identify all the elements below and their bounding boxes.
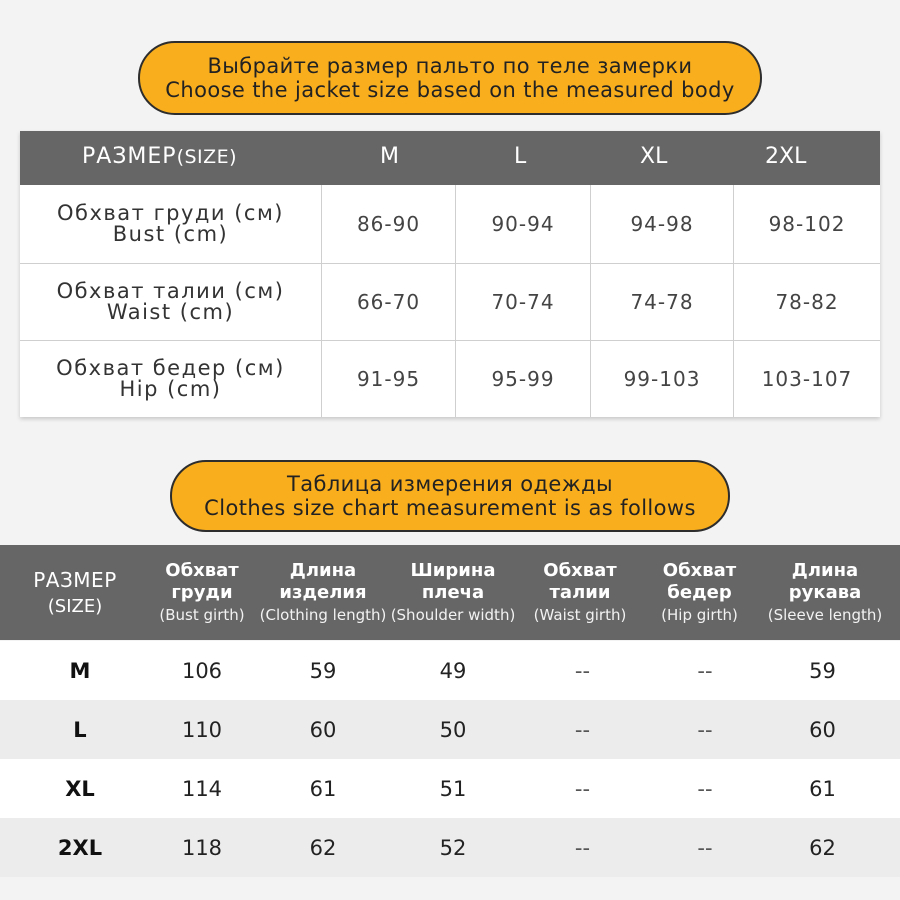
row-label — [20, 341, 321, 417]
table-cell: 78-82 — [733, 264, 880, 340]
row-label-en: Waist (cm) — [106, 300, 235, 324]
table-cell: 61 — [809, 776, 836, 801]
column-header-ru: талии — [549, 581, 611, 603]
table-cell: -- — [574, 658, 591, 683]
column-header-ru: Обхват — [662, 559, 737, 581]
table-cell: 90-94 — [455, 185, 590, 263]
table-cell: 51 — [439, 776, 467, 801]
row-label-ru: Обхват груди (см) — [57, 201, 284, 225]
table-cell: 61 — [309, 776, 337, 801]
column-header-en: (Bust girth) — [159, 605, 245, 624]
size-column-header — [10, 545, 140, 640]
size-header-en: (SIZE) — [47, 595, 103, 617]
column-header-en: (Shoulder width) — [390, 605, 516, 624]
table-row — [0, 700, 900, 759]
table-cell: 118 — [181, 835, 223, 860]
row-label-en: Hip (cm) — [119, 377, 222, 401]
table-cell: 114 — [181, 776, 223, 801]
size-header-ru: РАЗМЕР — [33, 567, 117, 592]
column-header-ru: Обхват — [543, 559, 617, 581]
row-label-en: Bust (cm) — [112, 222, 229, 246]
garment-size-table-header — [0, 545, 900, 640]
banner-clothes-size — [170, 460, 730, 532]
column-header-sleeve — [760, 545, 890, 640]
table-cell: 62 — [309, 835, 337, 860]
table-cell: 52 — [439, 835, 467, 860]
table-cell: -- — [697, 835, 713, 860]
table-row — [0, 641, 900, 700]
banner-title-en: Clothes size chart measurement is as follows — [204, 496, 696, 520]
column-header-hip — [642, 545, 757, 640]
table-row — [0, 759, 900, 818]
banner-title-ru: Выбрайте размер пальто по теле замерки — [207, 54, 693, 78]
size-header-m: M — [380, 144, 399, 169]
column-header-ru: плеча — [421, 581, 485, 603]
table-cell: 74-78 — [590, 264, 733, 340]
table-cell: 91-95 — [321, 341, 455, 417]
table-cell: 103-107 — [733, 341, 880, 417]
table-cell: -- — [697, 717, 713, 742]
table-cell: -- — [574, 835, 591, 860]
table-cell: 49 — [439, 658, 467, 683]
table-cell: 86-90 — [321, 185, 455, 263]
row-size: M — [69, 658, 91, 683]
row-label-ru: Обхват талии (см) — [56, 279, 285, 303]
table-cell: 106 — [181, 658, 223, 683]
table-cell: 60 — [809, 717, 836, 742]
table-cell: 99-103 — [590, 341, 733, 417]
column-header-ru: груди — [171, 581, 233, 603]
column-header-ru: изделия — [279, 581, 367, 603]
size-header-ru: РАЗМЕР — [82, 144, 177, 169]
column-header-ru: бедер — [667, 581, 732, 603]
column-header-length — [258, 545, 388, 640]
table-cell: 94-98 — [590, 185, 733, 263]
column-header-en: (Clothing length) — [259, 605, 387, 624]
column-header-ru: Длина — [791, 559, 859, 581]
table-cell: 50 — [439, 717, 467, 742]
size-header-l: L — [514, 144, 527, 169]
table-cell: 110 — [181, 717, 223, 742]
table-cell: -- — [697, 658, 713, 683]
table-cell: -- — [574, 776, 591, 801]
column-header-ru: Обхват — [165, 559, 239, 581]
column-header-ru: Ширина — [410, 559, 496, 581]
row-size: XL — [65, 776, 95, 801]
size-column-header — [82, 144, 237, 169]
size-header-2xl: 2XL — [765, 144, 807, 169]
column-header-waist — [520, 545, 640, 640]
column-header-en: (Hip girth) — [661, 605, 738, 624]
table-row — [20, 263, 880, 340]
column-header-en: (Sleeve length) — [767, 605, 883, 624]
column-header-bust — [142, 545, 262, 640]
body-size-table-header — [20, 131, 880, 185]
size-header-en: (SIZE) — [176, 146, 238, 168]
column-header-ru: рукава — [788, 581, 862, 603]
table-row — [20, 340, 880, 417]
row-size: 2XL — [57, 835, 103, 860]
table-cell: 98-102 — [733, 185, 880, 263]
table-cell: 59 — [809, 658, 836, 683]
table-cell: 70-74 — [455, 264, 590, 340]
table-cell: -- — [697, 776, 713, 801]
banner-title-en: Choose the jacket size based on the measured body — [165, 78, 735, 102]
table-cell: 60 — [309, 717, 337, 742]
row-label — [20, 264, 321, 340]
row-size: L — [73, 717, 87, 742]
row-label — [20, 185, 321, 263]
table-row — [20, 185, 880, 263]
banner-title-ru: Таблица измерения одежды — [287, 472, 613, 496]
banner-body-size — [138, 41, 762, 115]
column-header-en: (Waist girth) — [533, 605, 627, 624]
table-cell: 66-70 — [321, 264, 455, 340]
table-cell: 59 — [309, 658, 337, 683]
size-header-xl: XL — [640, 144, 668, 169]
table-cell: -- — [574, 717, 591, 742]
body-size-table — [20, 131, 880, 417]
table-row — [0, 818, 900, 877]
row-label-ru: Обхват бедер (см) — [56, 356, 285, 380]
column-header-shoulder — [388, 545, 518, 640]
table-cell: 95-99 — [455, 341, 590, 417]
column-header-ru: Длина — [289, 559, 357, 581]
table-cell: 62 — [809, 835, 836, 860]
